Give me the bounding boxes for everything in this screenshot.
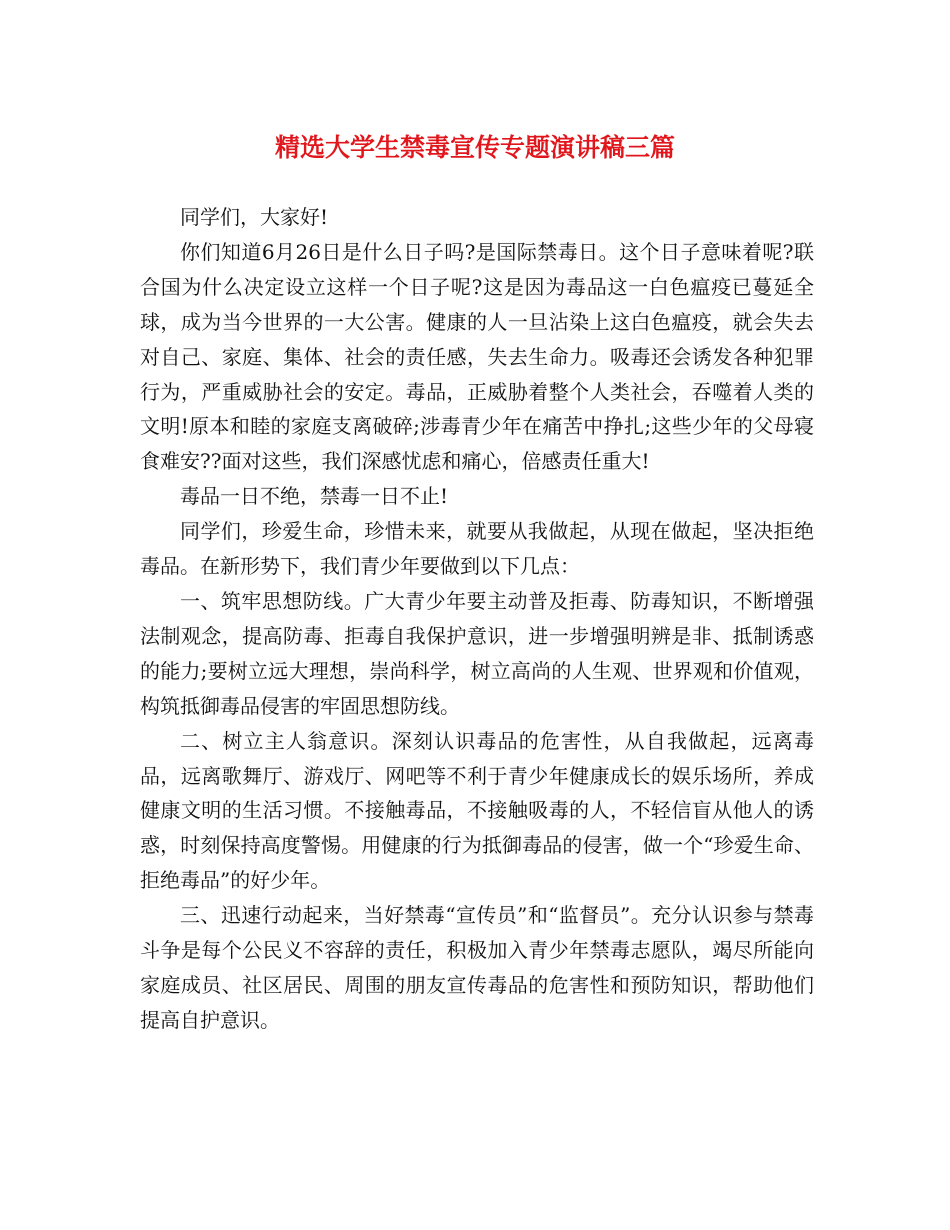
paragraph-call-to-action: 同学们，珍爱生命，珍惜未来，就要从我做起，从现在做起，坚决拒绝毒品。在新形势下，我们青少年要做到以下几点：	[140, 519, 814, 579]
paragraph-point-three: 三、迅速行动起来，当好禁毒“宣传员”和“监督员”。充分认识参与禁毒斗争是每个公民义不容辞的责任，积极加入青少年禁毒志愿队，竭尽所能向家庭成员、社区居民、周围的朋友宣传毒品的危害性和预防知识，帮助他们提高自护意识。	[140, 903, 814, 1032]
paragraph-greeting: 同学们，大家好!	[180, 205, 329, 229]
paragraph-intro: 你们知道6月26日是什么日子吗?是国际禁毒日。这个日子意味着呢?联合国为什么决定设立这样一个日子呢?这是因为毒品这一白色瘟疫已蔓延全球，成为当今世界的一大公害。健康的人一旦沾染上这白色瘟疫，就会失去对自己、家庭、集体、社会的责任感，失去生命力。吸毒还会诱发各种犯罪行为，严重威胁社会的安定。毒品，正威胁着整个人类社会，吞噬着人类的文明!原本和睦的家庭支离破碎;涉毒青少年在痛苦中挣扎;这些少年的父母寝食难安??面对这些，我们深感忧虑和痛心，倍感责任重大!	[140, 239, 814, 474]
paragraph-point-two: 二、树立主人翁意识。深刻认识毒品的危害性，从自我做起，远离毒品，远离歌舞厅、游戏厅、网吧等不利于青少年健康成长的娱乐场所，养成健康文明的生活习惯。不接触毒品，不接触吸毒的人，不轻信盲从他人的诱惑，时刻保持高度警惕。用健康的行为抵御毒品的侵害，做一个“珍爱生命、拒绝毒品”的好少年。	[140, 728, 814, 893]
paragraph-slogan: 毒品一日不绝，禁毒一日不止!	[180, 484, 449, 509]
document-body	[140, 200, 814, 1038]
document-title: 精选大学生禁毒宣传专题演讲稿三篇	[274, 133, 675, 162]
paragraph-point-one: 一、筑牢思想防线。广大青少年要主动普及拒毒、防毒知识，不断增强法制观念，提高防毒、拒毒自我保护意识，进一步增强明辨是非、抵制诱惑的能力;要树立远大理想，崇尚科学，树立高尚的人生观、世界观和价值观，构筑抵御毒品侵害的牢固思想防线。	[140, 588, 814, 718]
